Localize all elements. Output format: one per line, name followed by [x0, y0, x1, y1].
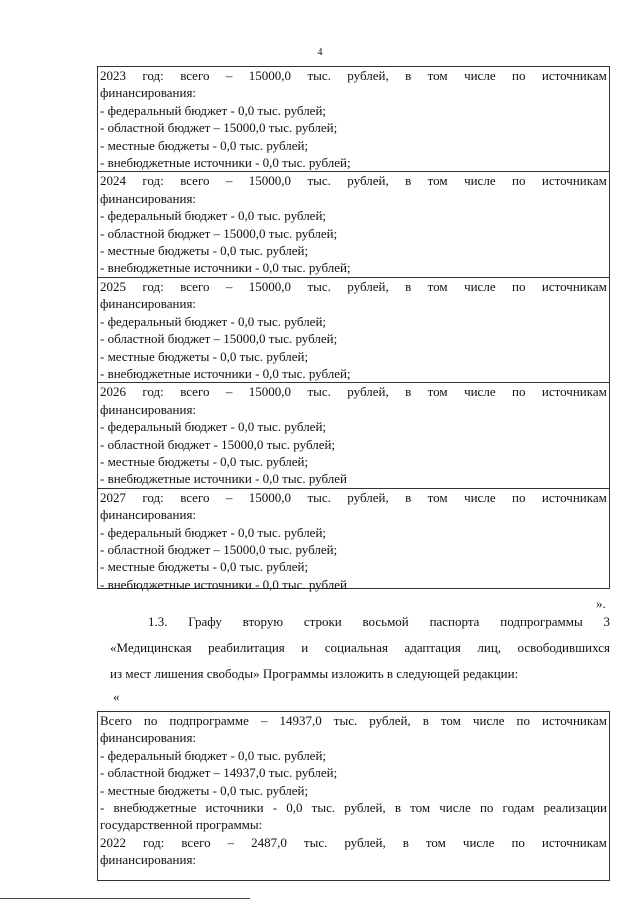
year-heading-word: числе [464, 173, 496, 189]
funding-source-item: - федеральный бюджет - 0,0 тыс. рублей; [100, 524, 327, 540]
year-heading-tail: финансирования: [100, 296, 197, 312]
year-heading-word: – [225, 384, 233, 400]
year-heading-word: числе [464, 384, 496, 400]
year-heading-tail: финансирования: [100, 190, 197, 206]
subprogram-total-line: Всего по подпрограмме – 14937,0 тыс. рублей, в том числе по источникам [100, 713, 607, 728]
year-heading-word: в [405, 489, 412, 505]
year-heading-word: рублей, [347, 278, 389, 294]
year-heading-word: 2026 [100, 384, 126, 400]
year-heading-word: год: [142, 384, 164, 400]
year-heading-word: тыс. [307, 278, 331, 294]
paragraph-line-1: 1.3. Графу вторую строки восьмой паспорта подпрограммы 3 [148, 614, 610, 629]
funding-by-year-box [97, 66, 610, 592]
year-heading-word: год: [142, 68, 164, 83]
subprogram-total-tail: финансирования: [100, 730, 197, 746]
amendment-paragraph [110, 609, 610, 687]
subprogram-year-word: 2022 [100, 834, 126, 850]
year-heading-word: по [512, 68, 526, 83]
closing-quote: ». [596, 596, 606, 611]
year-heading-word: рублей, [347, 173, 389, 189]
subprogram-year-word: год: [143, 834, 165, 850]
subprogram-year-word: числе [462, 834, 495, 850]
year-heading-word: год: [142, 278, 164, 294]
year-heading-word: 15000,0 [248, 489, 292, 505]
year-heading-word: всего [180, 278, 210, 294]
year-block [98, 383, 609, 488]
funding-source-item: - местные бюджеты - 0,0 тыс. рублей; [100, 243, 309, 259]
year-heading-word: всего [180, 173, 210, 189]
subprogram-year-word: источникам [541, 834, 607, 850]
year-heading-word: по [512, 489, 526, 505]
funding-source-item: - внебюджетные источники - 0,0 тыс. рублей [100, 471, 347, 487]
year-block [98, 278, 609, 383]
opening-quote: « [113, 689, 120, 704]
funding-source-item: - внебюджетные источники - 0,0 тыс. рублей; [100, 365, 351, 381]
year-heading-word: в [405, 384, 412, 400]
funding-source-item: - областной бюджет – 15000,0 тыс. рублей; [100, 331, 338, 347]
funding-source-item: - областной бюджет – 15000,0 тыс. рублей; [100, 120, 338, 136]
year-heading-word: источникам [541, 489, 607, 505]
subprogram-item: - местные бюджеты - 0,0 тыс. рублей; [100, 782, 309, 798]
year-heading-word: том [427, 489, 448, 505]
year-heading-word: – [225, 68, 233, 83]
subprogram-offbudget-line: - внебюджетные источники - 0,0 тыс. рублей, в том числе по годам реализации [100, 800, 607, 816]
year-heading-word: 15000,0 [248, 68, 292, 83]
funding-source-item: - местные бюджеты - 0,0 тыс. рублей; [100, 137, 309, 153]
year-heading-word: тыс. [307, 384, 331, 400]
year-heading [98, 172, 609, 189]
year-heading-word: числе [464, 489, 496, 505]
subprogram-year-word: том [425, 834, 446, 850]
funding-source-item: - областной бюджет - 15000,0 тыс. рублей; [100, 436, 336, 452]
year-heading-tail: финансирования: [100, 85, 197, 101]
page-number: 4 [317, 47, 323, 58]
subprogram-year-heading [98, 834, 609, 851]
funding-source-item: - местные бюджеты - 0,0 тыс. рублей; [100, 559, 309, 575]
footer-rule [0, 898, 250, 899]
year-heading-word: 2023 [100, 68, 126, 83]
subprogram-year-word: в [402, 834, 409, 850]
year-heading-word: числе [464, 68, 496, 83]
funding-source-item: - федеральный бюджет - 0,0 тыс. рублей; [100, 313, 327, 329]
subprogram-year-word: тыс. [303, 834, 328, 850]
subprogram-year-word: 2487,0 [251, 834, 287, 850]
year-heading-tail: финансирования: [100, 507, 197, 523]
funding-source-item: - областной бюджет – 15000,0 тыс. рублей; [100, 541, 338, 557]
year-heading-word: в [405, 278, 412, 294]
year-heading [98, 278, 609, 295]
year-heading-word: по [512, 384, 526, 400]
funding-source-item: - внебюджетные источники - 0,0 тыс. рублей; [100, 260, 351, 276]
year-heading-word: 15000,0 [248, 278, 292, 294]
year-heading-word: по [512, 173, 526, 189]
subprogram-year-word: всего [181, 834, 211, 850]
year-heading-word: том [427, 173, 448, 189]
funding-source-item: - федеральный бюджет - 0,0 тыс. рублей; [100, 419, 327, 435]
year-heading-word: том [427, 278, 448, 294]
year-heading-word: год: [142, 173, 164, 189]
funding-source-item: - областной бюджет – 15000,0 тыс. рублей; [100, 225, 338, 241]
year-heading-tail: финансирования: [100, 401, 197, 417]
paragraph-line-3: из мест лишения свободы» Программы изложить в следующей редакции: [110, 666, 519, 681]
subprogram-year-word: рублей, [344, 834, 386, 850]
year-heading-word: в [405, 68, 412, 83]
year-heading-word: рублей, [347, 384, 389, 400]
year-heading-word: рублей, [347, 489, 389, 505]
year-heading-word: том [427, 384, 448, 400]
year-heading-word: всего [180, 68, 210, 83]
year-block [98, 67, 609, 172]
year-heading-word: том [427, 68, 448, 83]
year-heading-word: источникам [541, 173, 607, 189]
year-block [98, 172, 609, 277]
year-heading-word: год: [142, 489, 164, 505]
year-heading-word: в [405, 173, 412, 189]
year-heading-word: 2024 [100, 173, 126, 189]
subprogram-year-tail: финансирования: [100, 852, 197, 868]
year-heading-word: тыс. [307, 68, 331, 83]
year-heading-word: 15000,0 [248, 384, 292, 400]
year-heading [98, 383, 609, 400]
subprogram-funding-box [97, 711, 610, 881]
funding-source-item: - федеральный бюджет - 0,0 тыс. рублей; [100, 102, 327, 118]
year-heading [98, 489, 609, 506]
year-heading-word: источникам [541, 278, 607, 294]
year-heading-word: 2027 [100, 489, 126, 505]
paragraph-line-2: «Медицинская реабилитация и социальная адаптация лиц, освободившихся [110, 640, 610, 655]
subprogram-item: - областной бюджет – 14937,0 тыс. рублей; [100, 765, 338, 781]
subprogram-item: - федеральный бюджет - 0,0 тыс. рублей; [100, 747, 327, 763]
year-heading-word: по [512, 278, 526, 294]
year-heading [98, 67, 609, 84]
subprogram-year-word: – [227, 834, 235, 850]
year-heading-word: – [225, 173, 233, 189]
year-block [98, 489, 609, 593]
funding-source-item: - внебюджетные источники - 0,0 тыс. рублей [100, 576, 347, 592]
year-heading-word: источникам [541, 68, 607, 83]
funding-source-item: - федеральный бюджет - 0,0 тыс. рублей; [100, 208, 327, 224]
funding-source-item: - местные бюджеты - 0,0 тыс. рублей; [100, 453, 309, 469]
year-heading-word: всего [180, 384, 210, 400]
year-heading-word: тыс. [307, 489, 331, 505]
subprogram-offbudget-tail: государственной программы: [100, 817, 263, 833]
year-heading-word: тыс. [307, 173, 331, 189]
year-heading-word: числе [464, 278, 496, 294]
year-heading-word: 15000,0 [248, 173, 292, 189]
year-heading-word: источникам [541, 384, 607, 400]
funding-source-item: - внебюджетные источники - 0,0 тыс. рублей; [100, 155, 351, 171]
year-heading-word: рублей, [347, 68, 389, 83]
funding-source-item: - местные бюджеты - 0,0 тыс. рублей; [100, 348, 309, 364]
subprogram-year-word: по [511, 834, 525, 850]
year-heading-word: – [225, 278, 233, 294]
year-heading-word: – [225, 489, 233, 505]
year-heading-word: 2025 [100, 278, 126, 294]
year-heading-word: всего [180, 489, 210, 505]
